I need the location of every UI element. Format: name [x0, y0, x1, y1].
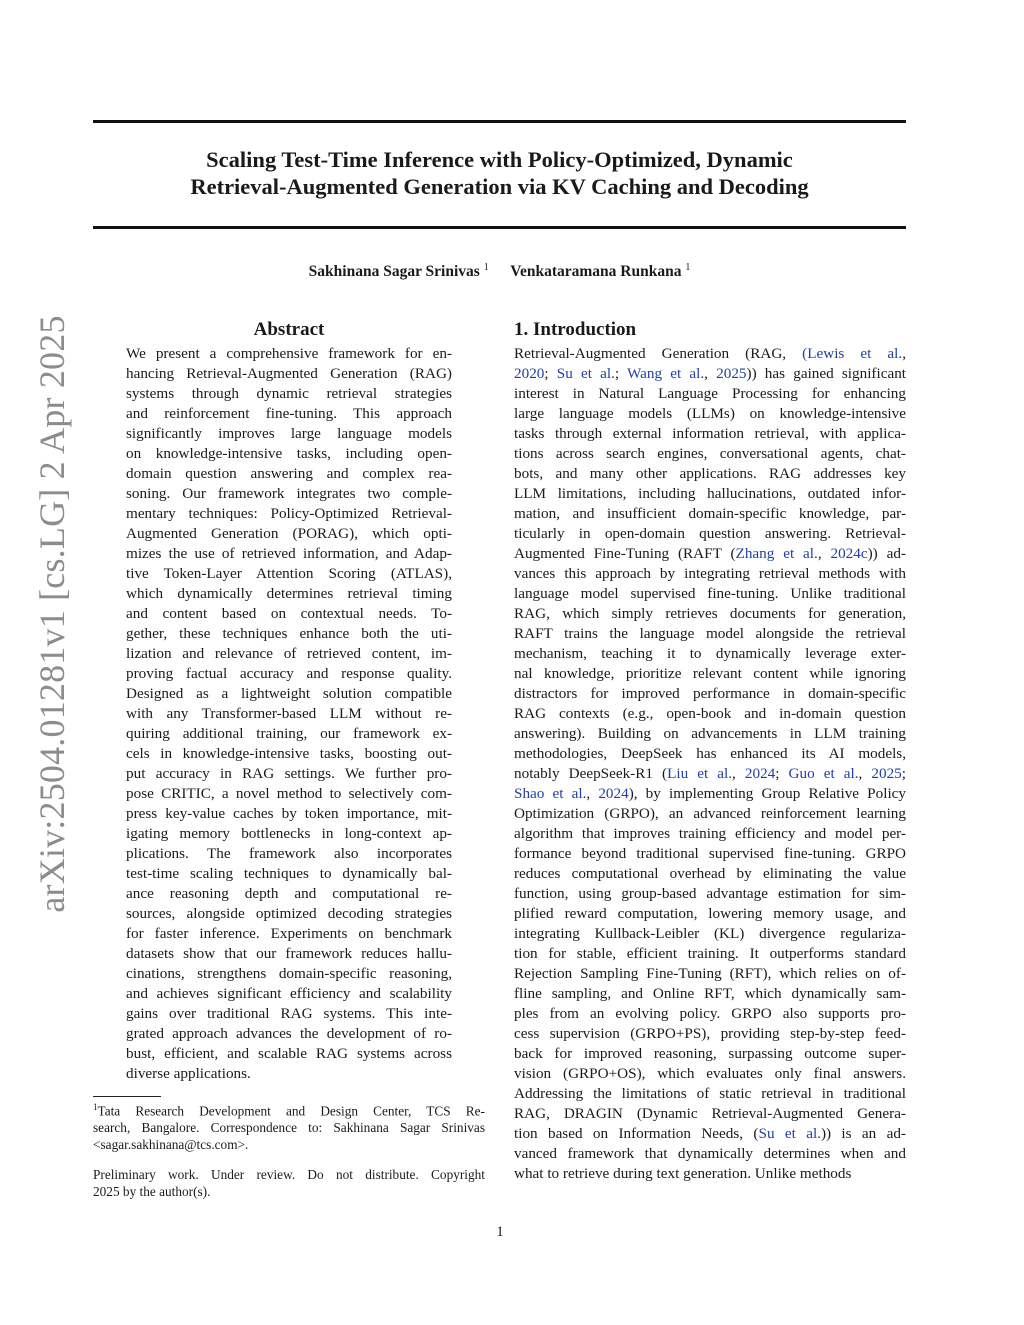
- citation-link[interactable]: 2025: [716, 365, 747, 382]
- text-line: plications. The framework also incorporates: [126, 845, 452, 862]
- text-line: [514, 364, 906, 384]
- text-run: RAG, DRAGIN (Dynamic Retrieval-Augmented Genera-: [514, 1105, 906, 1122]
- author-affiliation-marker: 1: [483, 262, 489, 273]
- text-line: proving factual accuracy and response quality.: [126, 665, 452, 682]
- citation-link[interactable]: (Lewis et al.: [802, 345, 903, 362]
- text-line: [514, 664, 906, 684]
- text-line: [514, 824, 906, 844]
- text-run: Augmented Fine-Tuning (RAFT (: [514, 545, 736, 562]
- text-run: tion for stable, efficient training. It outperforms standard: [514, 945, 906, 962]
- text-line: [514, 1064, 906, 1084]
- text-line: [514, 1004, 906, 1024]
- text-run: tions across search engines, conversational agents, chat-: [514, 445, 906, 462]
- introduction-body: [514, 344, 906, 1184]
- text-line: [514, 1164, 906, 1184]
- text-line: [514, 464, 906, 484]
- text-line: [514, 504, 906, 524]
- text-run: ;: [775, 765, 789, 782]
- text-run: answering). Building on advancements in LLM training: [514, 725, 906, 742]
- introduction-heading: 1. Introduction: [514, 319, 637, 340]
- text-run: bots, and many other applications. RAG addresses key: [514, 465, 906, 482]
- citation-link[interactable]: 2024c: [830, 545, 868, 562]
- text-run: Optimization (GRPO), an advanced reinforcement learning: [514, 805, 906, 822]
- text-line: systems through dynamic retrieval strategies: [126, 385, 452, 402]
- text-run: plified reward computation, lowering memory usage, and: [514, 905, 906, 922]
- text-run: back for improved reasoning, surpassing outcome super-: [514, 1045, 906, 1062]
- text-line: hancing Retrieval-Augmented Generation (RAG): [126, 365, 452, 382]
- text-run: RAFT trains the language model alongside the retrieval: [514, 625, 906, 642]
- text-run: fline sampling, and Online RFT, which dynamically sam-: [514, 985, 906, 1002]
- text-line: [514, 684, 906, 704]
- text-line: significantly improves large language models: [126, 425, 452, 442]
- citation-link[interactable]: Shao et al.: [514, 785, 587, 802]
- text-line: [514, 764, 906, 784]
- text-line: [514, 604, 906, 624]
- text-run: nal knowledge, prioritize relevant content while ignoring: [514, 665, 906, 682]
- text-run: ,: [902, 345, 906, 362]
- citation-link[interactable]: Su et al.: [556, 365, 615, 382]
- text-line: [514, 524, 906, 544]
- text-line: [514, 584, 906, 604]
- text-run: what to retrieve during text generation. Unlike methods: [514, 1165, 852, 1182]
- citation-link[interactable]: Liu et al.: [667, 765, 733, 782]
- text-run: Addressing the limitations of static retrieval in traditional: [514, 1085, 906, 1102]
- text-run: language model supervised fine-tuning. Unlike traditional: [514, 585, 906, 602]
- text-line: 2025 by the author(s).: [93, 1184, 211, 1199]
- text-line: [514, 984, 906, 1004]
- text-run: ,: [704, 365, 717, 382]
- text-line: with any Transformer-based LLM without re-: [126, 705, 452, 722]
- text-line: [514, 444, 906, 464]
- text-line: [514, 804, 906, 824]
- text-line: gains over traditional RAG systems. This inte-: [126, 1005, 452, 1022]
- text-run: vanced framework that dynamically determines when and: [514, 1145, 906, 1162]
- text-run: vances this approach by integrating retrieval methods with: [514, 565, 906, 582]
- text-line: [93, 1099, 485, 1119]
- text-run: ,: [732, 765, 745, 782]
- text-line: which dynamically determines retrieval timing: [126, 585, 452, 602]
- author-name: Sakhinana Sagar Srinivas: [308, 263, 480, 281]
- text-line: put accuracy in RAG settings. We further pro-: [126, 765, 452, 782]
- author-name: Venkataramana Runkana: [510, 263, 682, 281]
- author-list: [93, 262, 906, 281]
- text-line: search, Bangalore. Correspondence to: Sakhinana Sagar Srinivas: [93, 1120, 485, 1136]
- text-line: datasets show that our framework reduces hallu-: [126, 945, 452, 962]
- text-run: mation, and insufficient domain-specific knowledge, par-: [514, 505, 906, 522]
- text-line: [514, 404, 906, 424]
- text-line: and content based on contextual needs. To-: [126, 605, 452, 622]
- text-run: interest in Natural Language Processing for enhancing: [514, 385, 906, 402]
- text-line: [514, 544, 906, 564]
- text-run: formance beyond traditional supervised fine-tuning. GRPO: [514, 845, 906, 862]
- text-line: [514, 724, 906, 744]
- text-line: bust, efficient, and scalable RAG systems across: [126, 1045, 452, 1062]
- text-run: integrating Kullback-Leibler (KL) divergence regulariza-: [514, 925, 906, 942]
- abstract-heading: Abstract: [253, 319, 325, 340]
- title-bottom-rule: [93, 226, 906, 229]
- page-number: 1: [496, 1224, 504, 1240]
- text-line: cels in knowledge-intensive tasks, boosting out-: [126, 745, 452, 762]
- text-line: We present a comprehensive framework for en-: [126, 345, 452, 362]
- author-affiliation-marker: 1: [685, 262, 691, 273]
- text-run: ), by implementing Group Relative Policy: [628, 785, 907, 802]
- text-run: ticularly in open-domain question answering. Retrieval-: [514, 525, 906, 542]
- text-line: mentary techniques: Policy-Optimized Retrieval-: [126, 505, 452, 522]
- text-line: <sagar.sakhinana@tcs.com>.: [93, 1137, 249, 1153]
- text-line: [514, 744, 906, 764]
- text-run: Retrieval-Augmented Generation (RAG,: [514, 345, 803, 362]
- text-line: diverse applications.: [126, 1065, 251, 1082]
- footnote-rule: [93, 1096, 161, 1097]
- text-line: and achieves significant efficiency and scalability: [126, 985, 452, 1002]
- text-line: [514, 344, 906, 364]
- text-line: domain question answering and complex rea-: [126, 465, 452, 482]
- abstract-body: [126, 344, 452, 1084]
- title-top-rule: [93, 120, 906, 123]
- text-line: [514, 1084, 906, 1104]
- paper-title: [93, 146, 906, 200]
- text-line: soning. Our framework integrates two comple-: [126, 485, 452, 502]
- text-line: [514, 1104, 906, 1124]
- text-line: sources, alongside optimized decoding strategies: [126, 905, 452, 922]
- text-line: ance reasoning depth and computational re-: [126, 885, 452, 902]
- text-line: [514, 644, 906, 664]
- text-line: [514, 564, 906, 584]
- text-run: methodologies, DeepSeek has enhanced its AI models,: [514, 745, 906, 762]
- text-run: large language models (LLMs) on knowledge-intensive: [514, 405, 906, 422]
- text-line: [514, 384, 906, 404]
- text-line: Designed as a lightweight solution compatible: [126, 685, 452, 702]
- citation-link[interactable]: 2025: [871, 765, 902, 782]
- citation-link[interactable]: Su et al.: [758, 1125, 821, 1142]
- text-line: [514, 844, 906, 864]
- text-run: algorithm that improves training efficiency and model per-: [514, 825, 906, 842]
- text-run: RAG contexts (e.g., open-book and in-domain question: [514, 705, 906, 722]
- text-run: Tata Research Development and Design Center, TCS Re-: [97, 1103, 485, 1119]
- text-line: [514, 1024, 906, 1044]
- text-line: [514, 924, 906, 944]
- citation-link[interactable]: 2024: [744, 765, 776, 782]
- text-run: )) is an ad-: [820, 1125, 906, 1142]
- text-line: [514, 944, 906, 964]
- text-run: Rejection Sampling Fine-Tuning (RFT), which relies on of-: [514, 965, 906, 982]
- title-line: Retrieval-Augmented Generation via KV Caching and Decoding: [190, 174, 809, 199]
- text-run: )) ad-: [867, 545, 906, 562]
- citation-link[interactable]: 2020: [514, 365, 545, 382]
- text-run: ples from an evolving policy. GRPO also supports pro-: [514, 1005, 906, 1022]
- text-line: Augmented Generation (PORAG), which opti-: [126, 525, 452, 542]
- preliminary-notice: [93, 1166, 485, 1200]
- text-run: ,: [817, 545, 831, 562]
- text-run: ;: [544, 365, 557, 382]
- text-run: vision (GRPO+OS), which evaluates only final answers.: [514, 1065, 906, 1082]
- text-run: distractors for improved performance in domain-specific: [514, 685, 906, 702]
- citation-link[interactable]: 2024: [598, 785, 629, 802]
- text-line: [514, 964, 906, 984]
- text-line: [514, 424, 906, 444]
- arxiv-stamp: arXiv:2504.01281v1 [cs.LG] 2 Apr 2025: [32, 315, 72, 913]
- citation-link[interactable]: Zhang et al.: [735, 545, 818, 562]
- text-line: quiring additional training, our framework ex-: [126, 725, 452, 742]
- text-run: ;: [614, 365, 628, 382]
- text-run: reduces computational overhead by eliminating the value: [514, 865, 906, 882]
- text-run: ,: [586, 785, 599, 802]
- text-run: tasks through external information retrieval, with applica-: [514, 425, 906, 442]
- text-line: Preliminary work. Under review. Do not distribute. Copyright: [93, 1167, 485, 1182]
- text-line: igating memory bottlenecks in long-context ap-: [126, 825, 452, 842]
- text-line: [514, 624, 906, 644]
- text-run: ;: [901, 765, 906, 782]
- text-run: mechanism, teaching it to dynamically leverage exter-: [514, 645, 906, 662]
- text-line: and reinforcement fine-tuning. This approach: [126, 405, 452, 422]
- text-line: on knowledge-intensive tasks, including open-: [126, 445, 452, 462]
- title-line: Scaling Test-Time Inference with Policy-Optimized, Dynamic: [206, 147, 793, 172]
- text-line: lization and relevance of retrieved content, im-: [126, 645, 452, 662]
- text-line: cinations, strengthens domain-specific reasoning,: [126, 965, 452, 982]
- text-line: for faster inference. Experiments on benchmark: [126, 925, 452, 942]
- text-run: notably DeepSeek-R1 (: [514, 765, 668, 782]
- text-line: [514, 484, 906, 504]
- text-line: grated approach advances the development of ro-: [126, 1025, 452, 1042]
- text-run: LLM limitations, including hallucinations, outdated infor-: [514, 485, 906, 502]
- text-line: [514, 884, 906, 904]
- citation-link[interactable]: Wang et al.: [627, 365, 705, 382]
- text-line: [514, 904, 906, 924]
- text-run: function, using group-based advantage estimation for sim-: [514, 885, 906, 902]
- text-run: cess supervision (GRPO+PS), providing step-by-step feed-: [514, 1025, 906, 1042]
- citation-link[interactable]: Guo et al.: [788, 765, 859, 782]
- text-line: [514, 1044, 906, 1064]
- text-line: pose CRITIC, a novel method to selectively com-: [126, 785, 452, 802]
- text-run: ,: [858, 765, 872, 782]
- text-line: [514, 1124, 906, 1144]
- affiliation-footnote: [93, 1099, 485, 1153]
- text-line: tive Token-Layer Attention Scoring (ATLAS),: [126, 565, 452, 582]
- text-line: test-time scaling techniques to dynamically bal-: [126, 865, 452, 882]
- text-run: RAG, which simply retrieves documents for generation,: [514, 605, 906, 622]
- footnote-marker: 1: [93, 1102, 98, 1112]
- text-line: [514, 1144, 906, 1164]
- text-run: )) has gained significant: [746, 365, 907, 382]
- text-line: [514, 704, 906, 724]
- text-run: tion based on Information Needs, (: [514, 1125, 759, 1142]
- text-line: press key-value caches by token importance, mit-: [126, 805, 452, 822]
- text-line: mizes the use of retrieved information, and Adap-: [126, 545, 452, 562]
- text-line: gether, these techniques enhance both the uti-: [126, 625, 452, 642]
- text-line: [514, 784, 906, 804]
- text-line: [514, 864, 906, 884]
